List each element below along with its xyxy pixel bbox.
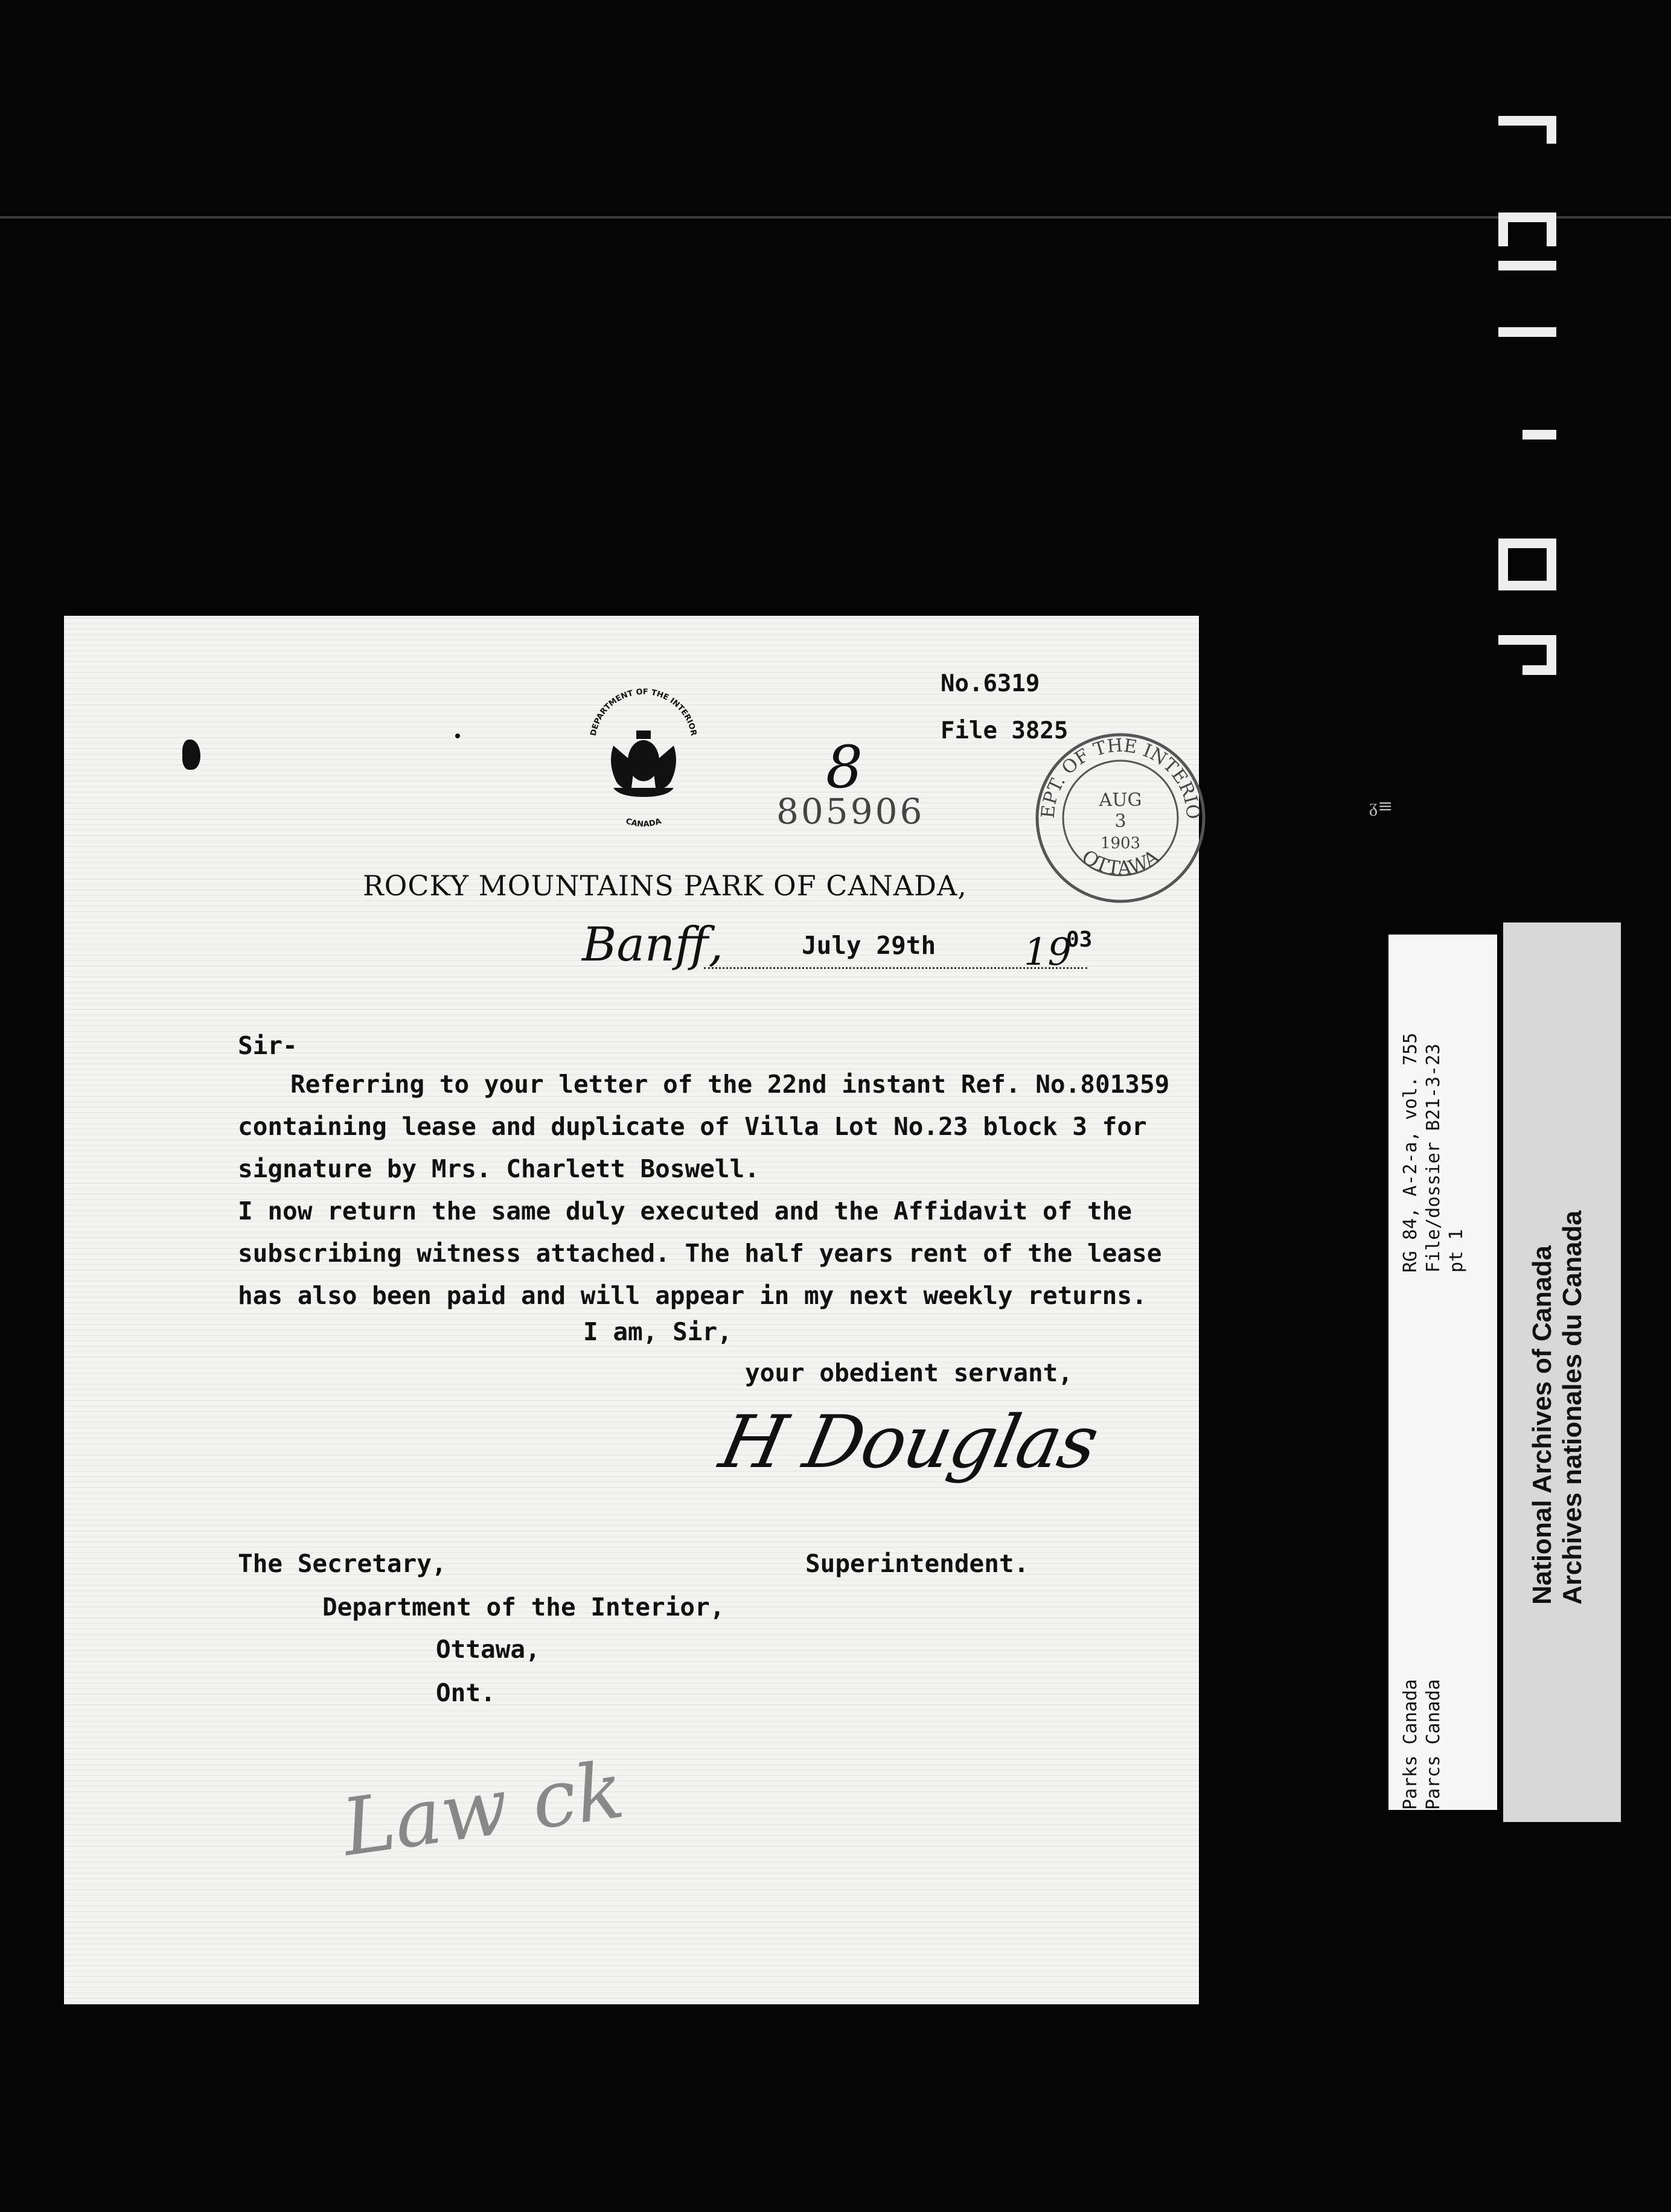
handwritten-mark: 8	[826, 734, 863, 801]
ink-blot	[182, 740, 200, 770]
file-number: File 3825	[941, 717, 1069, 744]
round-stamp-icon	[1030, 727, 1211, 909]
archive-line-1: National Archives of Canada	[1527, 1245, 1557, 1605]
ink-dot	[455, 734, 460, 738]
reference-text	[1399, 1033, 1468, 1273]
letterhead: ROCKY MOUNTAINS PARK OF CANADA,	[363, 869, 967, 902]
body-line-6: has also been paid and will appear in my next weekly returns.	[238, 1281, 1147, 1310]
reference-line-1: RG 84, A-2-a, vol. 755	[1400, 1032, 1421, 1273]
body-line-1: Referring to your letter of the 22nd instant Ref. No.801359	[290, 1070, 1170, 1099]
reference-line-2: File/dossier B21-3-23	[1423, 1043, 1444, 1273]
salutation: Sir-	[238, 1031, 298, 1060]
small-mark: ᵹ≡	[1369, 796, 1393, 817]
svg-text:CANADA	[625, 817, 663, 829]
stamp-year: 1903	[1100, 834, 1141, 852]
stamp-day: 3	[1114, 811, 1126, 832]
reference-line-3: pt 1	[1446, 1229, 1467, 1273]
agency-line-1: Parks Canada	[1400, 1679, 1421, 1810]
archive-text	[1527, 1210, 1588, 1605]
body-line-5: subscribing witness attached. The half years rent of the lease	[238, 1239, 1162, 1268]
body-line-4: I now return the same duly executed and the Affidavit of the	[238, 1197, 1133, 1226]
stamp-city: OTTAWA	[1078, 845, 1163, 880]
year-suffix: 03	[1066, 927, 1093, 952]
crest-text-bottom: CANADA	[624, 816, 663, 830]
receipt-stamp	[1030, 727, 1211, 909]
letter-page	[64, 616, 1204, 2004]
year-prefix: 19	[1024, 930, 1072, 974]
crest-text-top: DEPARTMENT OF THE INTERIOR	[589, 688, 698, 737]
body-line-2: containing lease and duplicate of Villa Lot No.23 block 3 for	[238, 1112, 1147, 1141]
signatory-title: Superintendent.	[805, 1549, 1029, 1578]
svg-text:DEPARTMENT OF THE INTERIOR	[589, 688, 698, 737]
letter-number: No.6319	[941, 670, 1040, 697]
agency-line-2: Parcs Canada	[1423, 1679, 1444, 1810]
address-line-2: Department of the Interior,	[322, 1593, 725, 1622]
address-line-3: Ottawa,	[436, 1635, 540, 1664]
department-crest	[577, 688, 710, 833]
letter-date: July 29th	[802, 931, 936, 960]
closing-line-2: your obedient servant,	[745, 1358, 1073, 1387]
place-name: Banff,	[582, 918, 724, 972]
closing-line-1: I am, Sir,	[583, 1317, 732, 1346]
pencil-note: Law ck	[336, 1744, 630, 1874]
address-line-1: The Secretary,	[238, 1549, 447, 1578]
address-line-4: Ont.	[436, 1678, 496, 1707]
microfilm-label-white	[1388, 935, 1497, 1810]
coat-of-arms-icon	[577, 688, 710, 833]
stamp-top-text: EPT. OF THE INTERIO	[1037, 735, 1204, 820]
signature: H Douglas	[713, 1401, 1105, 1485]
stamped-number: 805906	[776, 791, 925, 832]
body-line-3: signature by Mrs. Charlett Boswell.	[238, 1154, 759, 1183]
microfilm-label-archive	[1503, 922, 1621, 1822]
archive-line-2: Archives nationales du Canada	[1558, 1210, 1587, 1605]
roll-markings	[1491, 109, 1570, 700]
frame-line-top	[0, 216, 1671, 219]
stamp-month: AUG	[1099, 790, 1142, 811]
